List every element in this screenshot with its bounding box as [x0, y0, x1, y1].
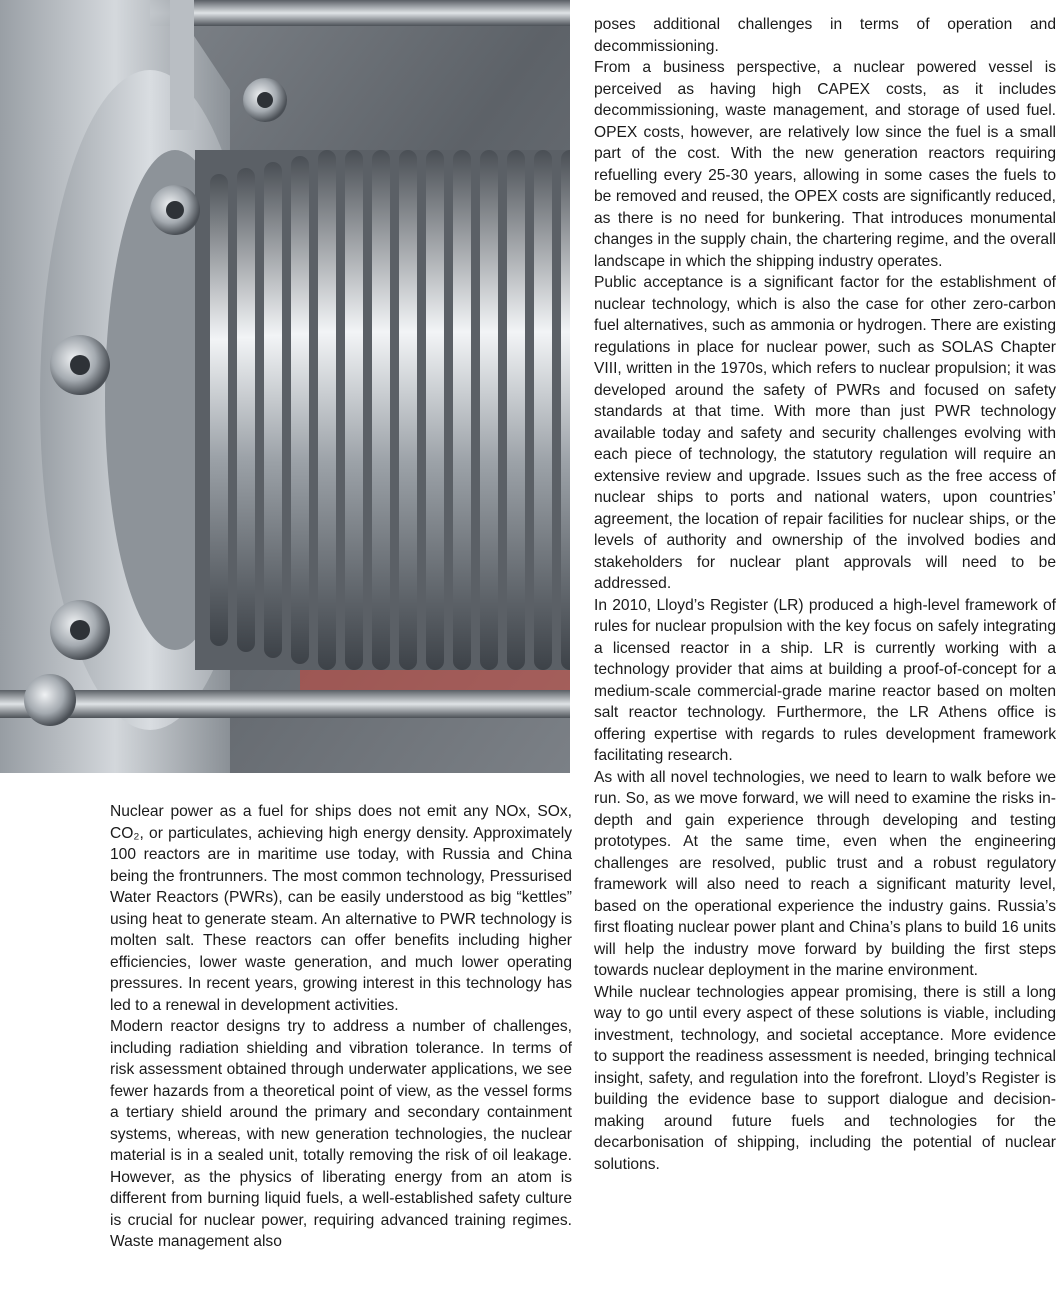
paragraph: From a business perspective, a nuclear powered vessel is perceived as having high CAPEX costs, as it includes decommissioning, waste management, and storage of used fuel. OPEX costs, however, are relatively low since the fuel is a small part of the cost. With the new generation reactors requiring refuelling every 25-30 years, allowing in some cases the fuels to be removed and reused, the OPEX costs are significantly reduced, as there is no need for bunkering. That introduces monumental changes in the supply chain, the chartering regime, and the overall landscape in which the shipping industry operates. — [594, 59, 1056, 270]
bellows-rib — [561, 150, 570, 670]
paragraph: Modern reactor designs try to address a number of challenges, including radiation shielding and vibration tolerance. In terms of risk assessment obtained through underwater applications, we see fewer hazards from a theoretical point of view, as the vessel forms a tertiary shield around the primary and secondary containment systems, whereas, with new generation technologies, the nuclear material is in a sealed unit, totally removing the risk of oil leakage. However, as the physics of liberating energy from an atom is different from burning liquid fuels, a well-established safety culture is crucial for nuclear power, requiring advanced training regimes. Waste management also — [110, 1018, 572, 1250]
paragraph: As with all novel technologies, we need to learn to walk before we run. So, as we move forward, we will need to examine the risks in-depth and gain experience through developing and testing prototypes. At the same time, even when the engineering challenges are resolved, public trust and a robust regulatory framework will also need to reach a significant maturity level, based on the operational experience the industry gains. Russia’s first floating nuclear power plant and China’s plans to build 16 units will help the industry move forward by building the first steps towards nuclear deployment in the marine environment. — [594, 768, 1056, 979]
paragraph: Nuclear power as a fuel for ships does not emit any NOx, SOx, CO₂, or particulates, achieving high energy density. Approximately 100 reactors are in maritime use today, with Russia and China being the frontrunners. The most common technology, Pressurised Water Reactors (PWRs), can be easily understood as big “kettles” using heat to generate steam. An alternative to PWR technology is molten salt. These reactors can offer benefits including higher efficiencies, lower waste generation, and much lower operating pressures. In recent years, growing interest in this technology has led to a renewal in development activities. — [110, 803, 572, 1014]
paragraph: While nuclear technologies appear promising, there is still a long way to go until every aspect of these solutions is viable, including investment, technology, and societal acceptance. More evidence to support the readiness assessment is needed, bringing technical insight, safety, and regulation into the forefront. Lloyd’s Register is building the evidence base to support dialogue and decision-making around future fuels and technologies for the decarbonisation of shipping, including the potential of nuclear solutions. — [594, 983, 1056, 1173]
bellows-rib — [345, 150, 363, 670]
bellows-rib — [210, 174, 228, 646]
bellows-rib — [372, 150, 390, 670]
bellows-rib — [318, 150, 336, 670]
bellows-rib — [264, 162, 282, 658]
paragraph: poses additional challenges in terms of operation and decommissioning. — [594, 16, 1056, 55]
article-column-right — [594, 14, 1056, 1175]
bellows-rib — [534, 150, 552, 670]
bellows-rib — [399, 150, 417, 670]
paragraph: Public acceptance is a significant factor for the establishment of nuclear technology, which is also the case for other zero-carbon fuel alternatives, such as ammonia or hydrogen. There are existing regulations in place for nuclear power, such as SOLAS Chapter VIII, written in the 1970s, which refers to nuclear propulsion; it was developed around the safety of PWRs and focused on safety standards at that time. With more than just PWR technology available today and safety and security challenges evolving with each piece of technology, the statutory regulation will require an extensive review and upgrade. Issues such as the free access of nuclear ships to ports and national waters, upon countries’ agreement, the location of repair facilities for nuclear ships, or the levels of authority and ownership of the involved bodies and stakeholders for nuclear plant approvals will need to be addressed. — [594, 274, 1056, 592]
bellows-photo — [0, 0, 570, 773]
bellows-illustration — [0, 0, 570, 773]
bellows-rib — [237, 168, 255, 652]
bellows-rib — [507, 150, 525, 670]
paragraph: In 2010, Lloyd’s Register (LR) produced a high-level framework of rules for nuclear propulsion with the key focus on safely integrating a licensed reactor in a ship. LR is currently working with a technology provider that aims at building a proof-of-concept for a medium-scale commercial-grade marine reactor based on molten salt reactor technology. Furthermore, the LR Athens office is offering expertise with regards to rules development framework facilitating research. — [594, 596, 1056, 764]
bellows-rib — [426, 150, 444, 670]
bellows-rib — [453, 150, 471, 670]
bellows-rib — [480, 150, 498, 670]
article-column-left — [110, 801, 572, 1253]
bellows-rib — [291, 156, 309, 664]
